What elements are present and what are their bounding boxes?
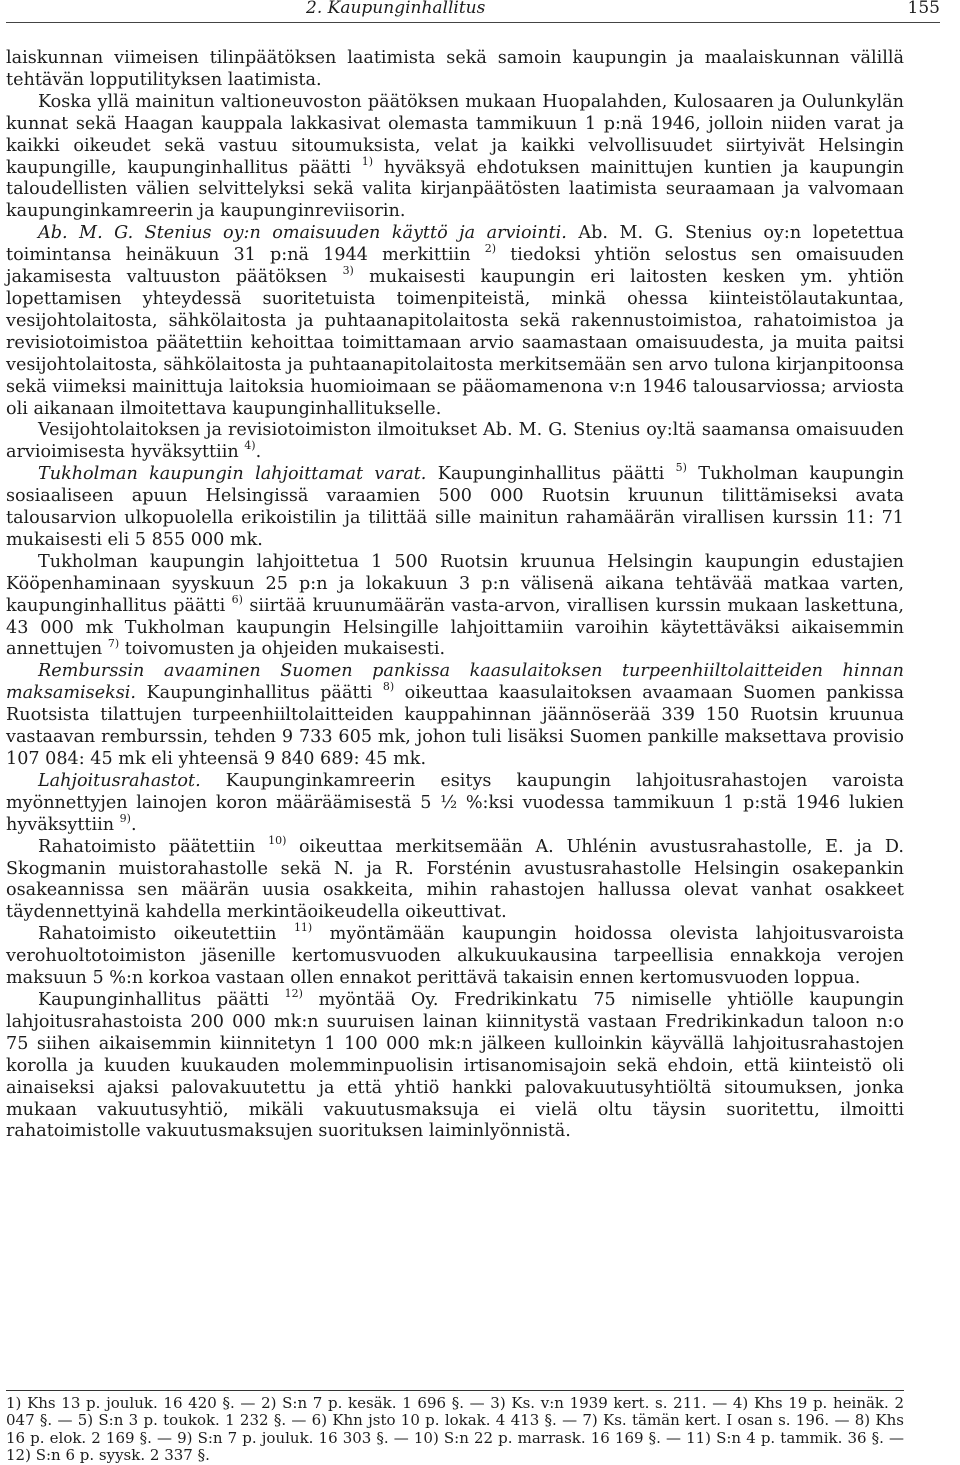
section-heading: Tukholman kaupungin lahjoittamat varat. — [38, 464, 427, 485]
footnote-ref: 1) — [361, 154, 374, 168]
footnote-ref: 2) — [484, 242, 497, 256]
paragraph: Tukholman kaupungin lahjoittamat varat. Kaupunginhallitus päätti $^{5)}$ Tukholman kaupungin sosiaaliseen apuun Helsingissä varaamien 500 000 Ruotsin kruunun tilittämiseksi avata talousarvion ulkopuolella erikoistilin ja tilittää sille mainitun rahamäärän virallisen kurssin 11: 71 mukaisesti eli 5 855 000 mk. — [6, 461, 905, 550]
footnote-ref: 5) — [675, 461, 687, 475]
footnote-ref: 6) — [231, 592, 243, 606]
footnote-ref: 9) — [119, 811, 131, 825]
footnote-ref: 12) — [284, 987, 303, 1001]
body-text — [6, 48, 904, 1143]
paragraph: Ab. M. G. Stenius oy:n omaisuuden käyttö ja arviointi. Ab. M. G. Stenius oy:n lopetettua toimintansa heinäkuun 31 p:nä 1944 merkittiin $^{2)}$ tiedoksi yhtiön selostus sen omaisuuden jakamisesta valtuuston päätöksen $^{3)}$ mukaisesti kaupungin eri laitosten kesken ym. yhtiön lopettamisen yhteydessä suoritetuista toimenpiteistä, minkä ohessa kiinteistölautakuntaa, vesijohtolaitosta, sähkölaitosta ja puhtaanapitolaitosta sekä rakennustoimistoa, rahatoimistoa ja revisiotoimistoa päätettiin kehoittaa toimittamaan arvio saamastaan omaisuudesta, ja muita paitsi vesijohtolaitosta, sähkölaitosta ja puhtaanapitolaitosta merkitsemään sen arvo tulona kirjanpitoonsa sekä viimeksi mainittuja laitoksia huomioimaan se pääomamenona v:n 1946 talousarviossa; arviosta oli aikanaan ilmoitettava kaupunginhallitukselle. — [6, 223, 905, 419]
footnote-ref: 3) — [342, 264, 354, 278]
paragraph: laiskunnan viimeisen tilinpäätöksen laatimista sekä samoin kaupungin ja maalaiskunnan välillä tehtävän lopputilityksen laatimista. — [6, 48, 904, 90]
paragraph: Koska yllä mainitun valtioneuvoston päätöksen mukaan Huopalahden, Kulosaaren ja Oulunkylän kunnat sekä Haagan kauppala lakkasivat olemasta tammikuun 1 p:nä 1946, jolloin niiden varat ja kaikki oikeudet sekä vastuu sitoumuksista, velat ja kaikki velvollisuudet siirtyivät Helsingin kaupungille, kaupunginhallitus päätti $^{1)}$ hyväksyä ehdotuksen mainittujen kuntien ja kaupungin taloudellisten välien selvittelyksi sekä valita kirjanpäätösten laatimista seuraamaan ja valvomaan kaupunginkamreerin ja kaupunginreviisorin. — [6, 91, 904, 222]
footnotes: 1) Khs 13 p. jouluk. 16 420 §. — 2) S:n 7 p. kesäk. 1 696 §. — 3) Ks. v:n 1939 kert. s. 211. — 4) Khs 19 p. heinäk. 2 047 §. — 5) S:n 3 p. toukok. 1 232 §. — 6) Khn jsto 10 p. lokak. 4 413 §. — 7) Ks. tämän kert. I osan s. 196. — 8) Khs 16 p. elok. 2 169 §. — 9) S:n 7 p. jouluk. 16 303 §. — 10) S:n 22 p. marrask. 16 169 §. — 11) S:n 4 p. tammik. 36 §. — 12) S:n 6 p. syysk. 2 337 §. — [6, 1390, 904, 1465]
paragraph: Lahjoitusrahastot. Kaupunginkamreerin esitys kaupungin lahjoitusrahastojen varoista myönnettyjen lainojen koron määräämisestä 5 ½ %:ksi vuodessa tammikuun 1 p:stä 1946 lukien hyväksyttiin $^{9)}$. — [6, 770, 904, 835]
page-header — [6, 0, 940, 23]
paragraph: Vesijohtolaitoksen ja revisiotoimiston ilmoitukset Ab. M. G. Stenius oy:ltä saamansa omaisuuden arvioimisesta hyväksyttiin $^{4)}$. — [6, 420, 904, 463]
footnote-ref: 11) — [293, 921, 313, 935]
footnote-ref: 7) — [107, 636, 120, 650]
running-head: 2. Kaupunginhallitus — [306, 0, 486, 18]
paragraph: Remburssin avaaminen Suomen pankissa kaasulaitoksen turpeenhiiltolaitteiden hinnan maksamiseksi. Kaupunginhallitus päätti $^{8)}$ oikeuttaa kaasulaitoksen avaamaan Suomen pankissa Ruotsista tilattujen turpeenhiiltolaitteiden kauppahinnan jäännöserää 339 150 Ruotsin kruunua vastaavan remburssin, tehden 9 733 605 mk, johon tuli lisäksi Suomen pankille maksettava provisio 107 084: 45 mk eli yhteensä 9 840 689: 45 mk. — [6, 661, 905, 769]
paragraph: Kaupunginhallitus päätti $^{12)}$ myöntää Oy. Fredrikinkatu 75 nimiselle yhtiölle kaupungin lahjoitusrahastoista 200 000 mk:n suuruisen lainan kiinnitystä vastaan Fredrikinkadun taloon n:o 75 siihen aikaisemmin kiinnitetyn 1 100 000 mk:n jälkeen kulloinkin käyvällä lahjoitusrahastojen korolla ja kuuden kuukauden molemminpuolisin irtisanomisajoin sekä ehdoin, että kiinteistö oli ainaiseksi ajaksi palovakuutettu ja että yhtiö hankki palovakuutusyhtiöltä sitoumuksen, jonka mukaan vakuutusyhtiö, mikäli vakuutusmaksuja ei vielä oltu täysin suoritettu, ilmoitti rahatoimistolle vakuutusmaksujen suorituksen laiminlyönnistä. — [6, 987, 904, 1142]
footnote-ref: 10) — [268, 833, 287, 847]
page-number: 155 — [907, 0, 940, 18]
paragraph: Rahatoimisto päätettiin $^{10)}$ oikeuttaa merkitsemään A. Uhlénin avustusrahastolle, E. ja D. Skogmanin muistorahastolle sekä N. ja R. Forsténin avustusrahastolle Helsingin osakepankin osakeannissa sen määrän uusia osakkeita, mihin rahastojen hallussa olevat vanhat osakkeet täydennettyinä kahdella merkintäoikeudella oikeuttivat. — [6, 833, 905, 923]
paragraph: Rahatoimisto oikeutettiin $^{11)}$ myöntämään kaupungin hoidossa olevista lahjoitusvaroista verohuoltotoimiston jäsenille kertomusvuoden alkukuukausina tarpeellisia ennakkoja verojen maksuun 5 %:n korkoa vastaan ollen ennakot perittävä takaisin ennen kertomusvuoden loppua. — [6, 921, 904, 989]
section-heading: Ab. M. G. Stenius oy:n omaisuuden käyttö ja arviointi. — [38, 223, 567, 244]
footnote-ref: 4) — [244, 439, 256, 453]
footnote-ref: 8) — [382, 680, 395, 694]
section-heading: Lahjoitusrahastot. — [38, 770, 201, 791]
paragraph: Tukholman kaupungin lahjoittetua 1 500 Ruotsin kruunua Helsingin kaupungin edustajien Kööpenhaminaan syyskuun 25 p:n ja lokakuun 3 p:n välisenä aikana tehtävää matkaa varten, kaupunginhallitus päätti $^{6)}$ siirtää kruunumäärän vasta-arvon, virallisen kurssin mukaan laskettuna, 43 000 mk Tukholman kaupungin Helsingille lahjoittamiin varoihin käytettäväksi aikaisemmin annettujen $^{7)}$ toivomusten ja ohjeiden mukaisesti. — [6, 551, 905, 660]
section-heading: Remburssin avaaminen Suomen pankissa kaasulaitoksen turpeenhiiltolaitteiden hinnan maksamiseksi. — [6, 661, 904, 704]
